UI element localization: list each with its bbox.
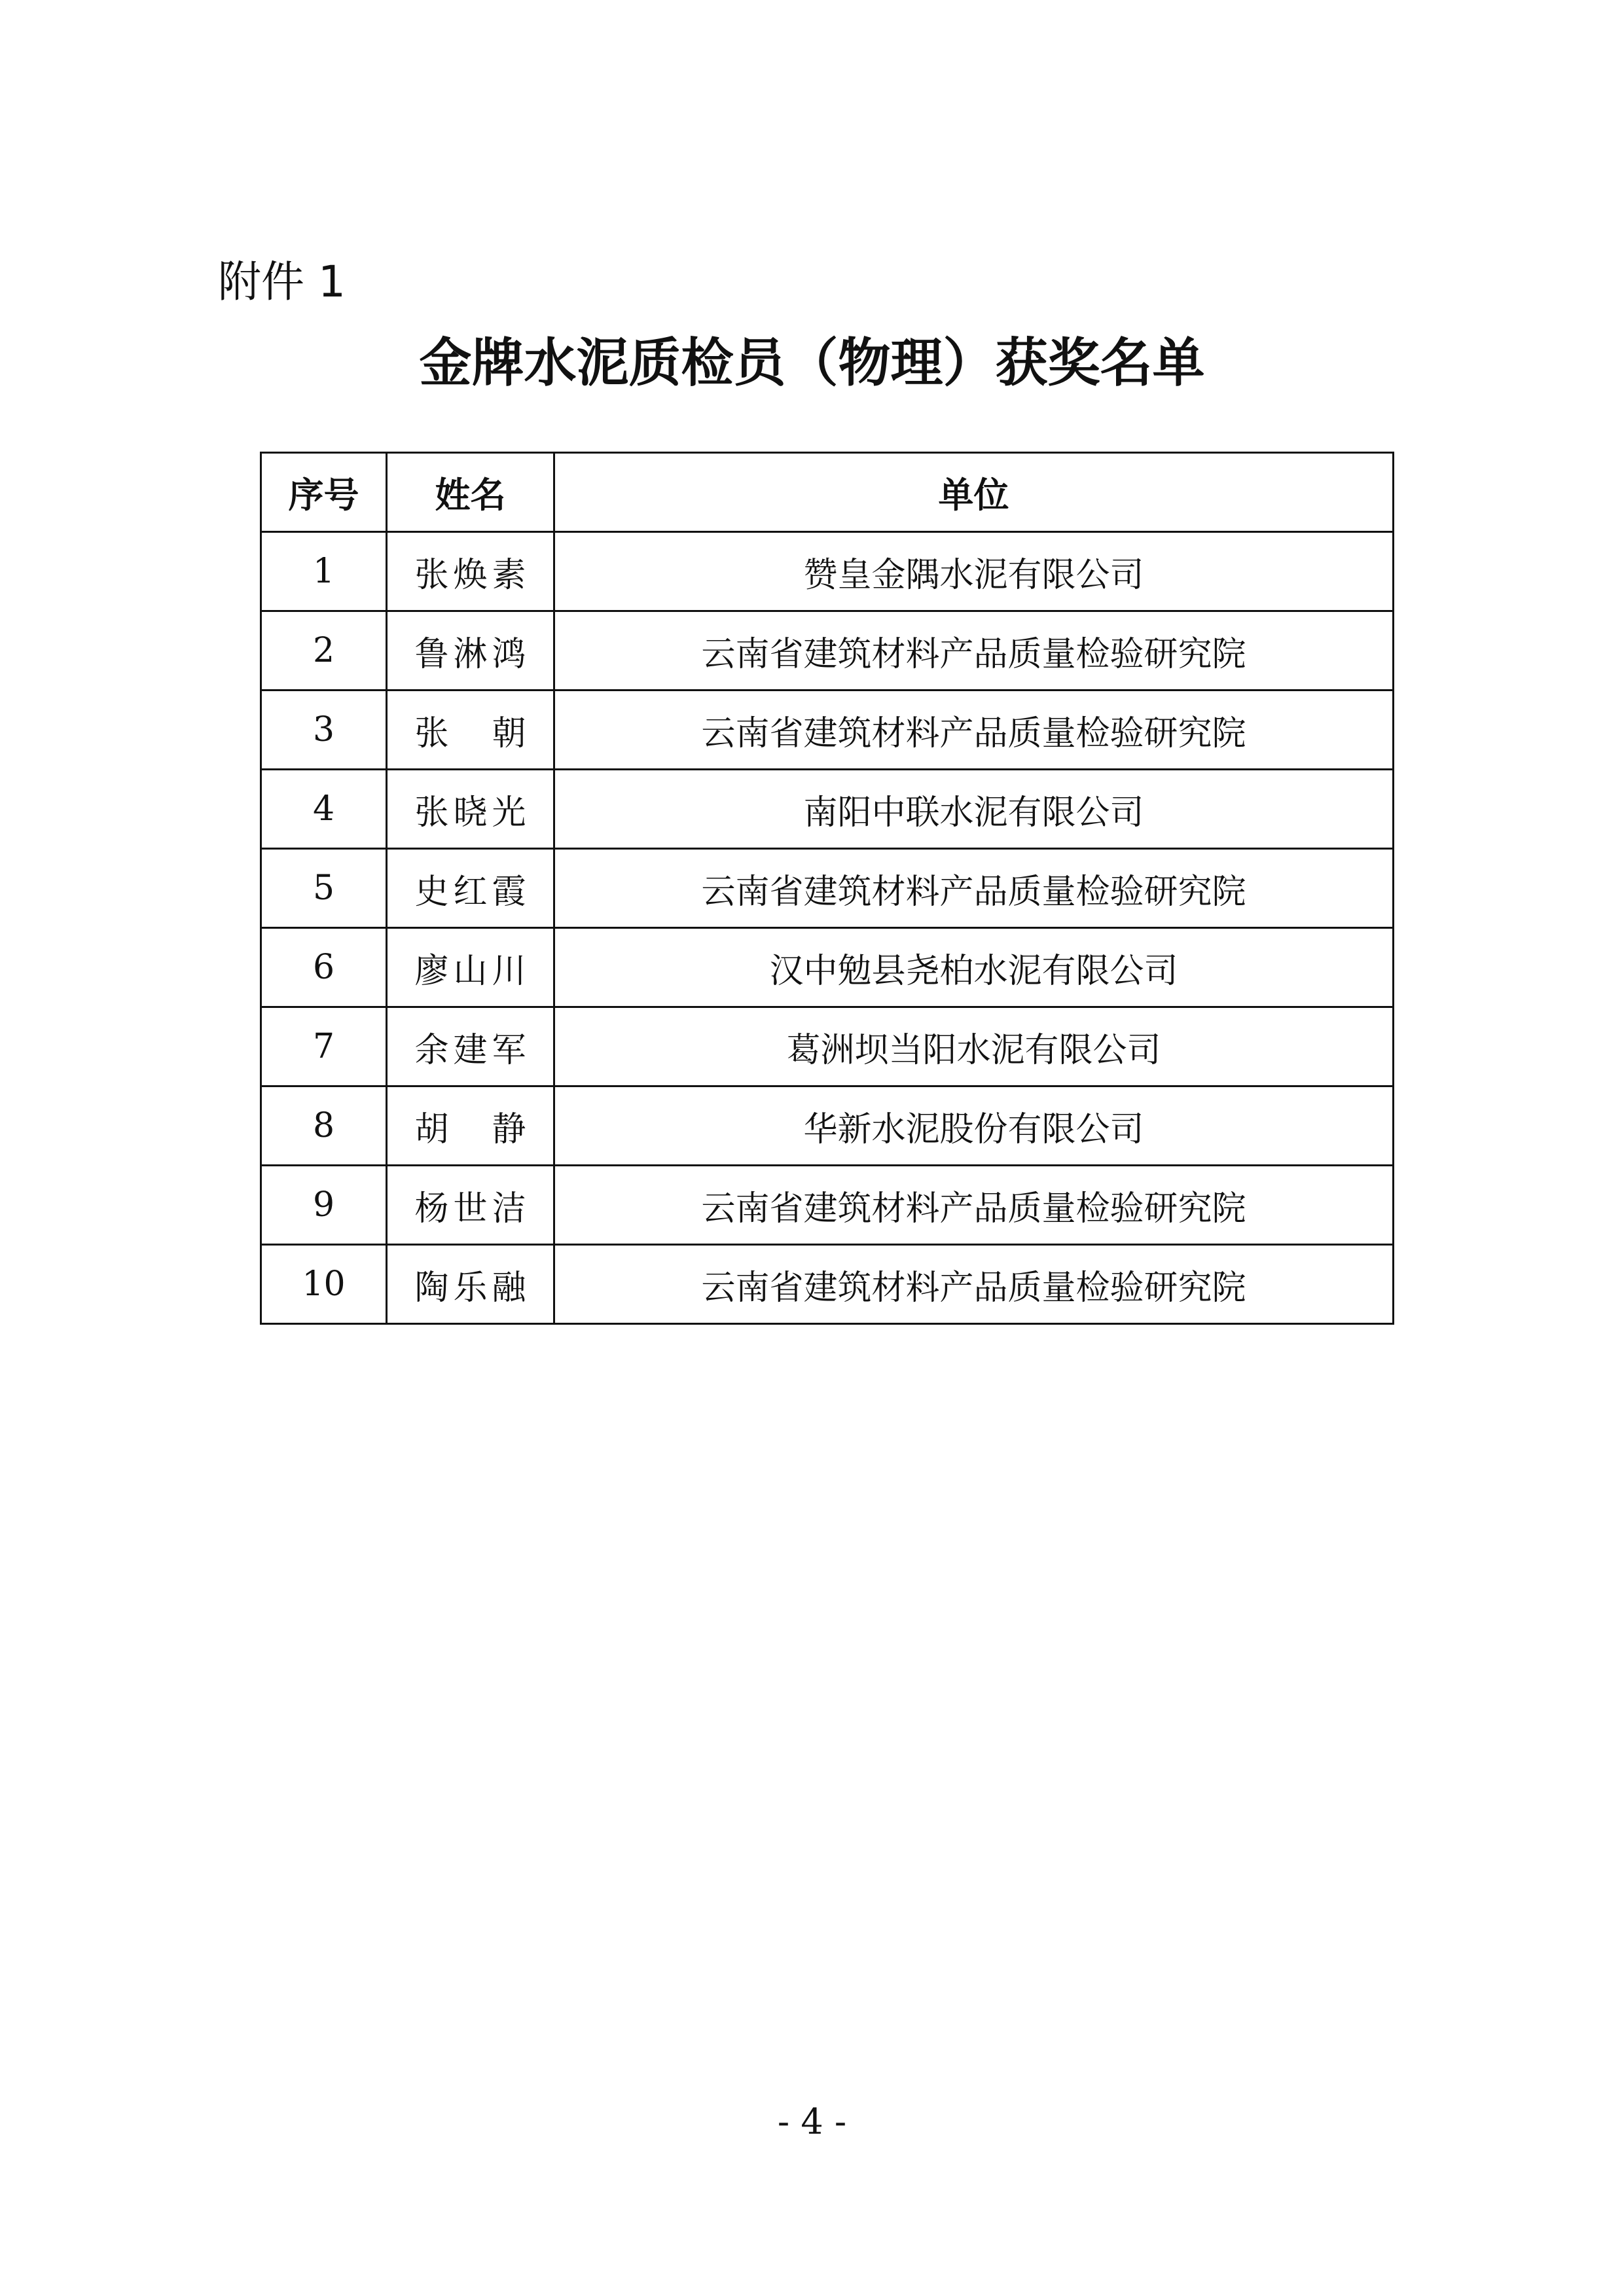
row-name: 史红霞	[414, 872, 526, 912]
row-index: 7	[261, 1007, 387, 1086]
table-row	[261, 770, 1394, 849]
header-unit: 单位	[554, 453, 1394, 532]
attachment-label: 附件 1	[218, 257, 346, 307]
row-unit: 云南省建筑材料产品质量检验研究院	[554, 611, 1394, 691]
row-unit: 云南省建筑材料产品质量检验研究院	[554, 691, 1394, 770]
row-unit: 汉中勉县尧柏水泥有限公司	[554, 928, 1394, 1007]
row-index: 1	[261, 532, 387, 611]
row-index: 9	[261, 1166, 387, 1245]
row-index: 8	[261, 1086, 387, 1166]
row-name: 张晓光	[414, 793, 526, 833]
table-row	[261, 1007, 1394, 1086]
row-index: 2	[261, 611, 387, 691]
row-index: 6	[261, 928, 387, 1007]
row-name: 陶乐融	[414, 1268, 526, 1308]
row-unit: 云南省建筑材料产品质量检验研究院	[554, 849, 1394, 928]
table-row	[261, 849, 1394, 928]
table-row	[261, 1245, 1394, 1324]
page-number: - 4 -	[777, 2101, 847, 2142]
row-unit: 华新水泥股份有限公司	[554, 1086, 1394, 1166]
row-unit: 赞皇金隅水泥有限公司	[554, 532, 1394, 611]
row-name: 余建军	[414, 1030, 526, 1070]
row-unit: 云南省建筑材料产品质量检验研究院	[554, 1166, 1394, 1245]
row-unit: 云南省建筑材料产品质量检验研究院	[554, 1245, 1394, 1324]
row-name: 张焕素	[414, 555, 526, 595]
table-row	[261, 928, 1394, 1007]
table-row	[261, 532, 1394, 611]
header-index: 序号	[261, 453, 387, 532]
row-index: 4	[261, 770, 387, 849]
table-row	[261, 1166, 1394, 1245]
row-index: 10	[261, 1245, 387, 1324]
row-name: 杨世洁	[414, 1189, 526, 1229]
award-table	[260, 452, 1394, 1325]
table-row	[261, 611, 1394, 691]
table-row	[261, 691, 1394, 770]
row-name: 张朝	[414, 713, 526, 753]
row-name: 廖山川	[414, 951, 526, 991]
row-unit: 葛洲坝当阳水泥有限公司	[554, 1007, 1394, 1086]
table-row	[261, 1086, 1394, 1166]
row-index: 3	[261, 691, 387, 770]
row-unit: 南阳中联水泥有限公司	[554, 770, 1394, 849]
document-title: 金牌水泥质检员（物理）获奖名单	[419, 332, 1205, 393]
header-name: 姓名	[387, 453, 554, 532]
row-name: 胡静	[414, 1109, 526, 1149]
row-index: 5	[261, 849, 387, 928]
table-header-row	[261, 453, 1394, 532]
row-name: 鲁淋鸿	[414, 634, 526, 674]
